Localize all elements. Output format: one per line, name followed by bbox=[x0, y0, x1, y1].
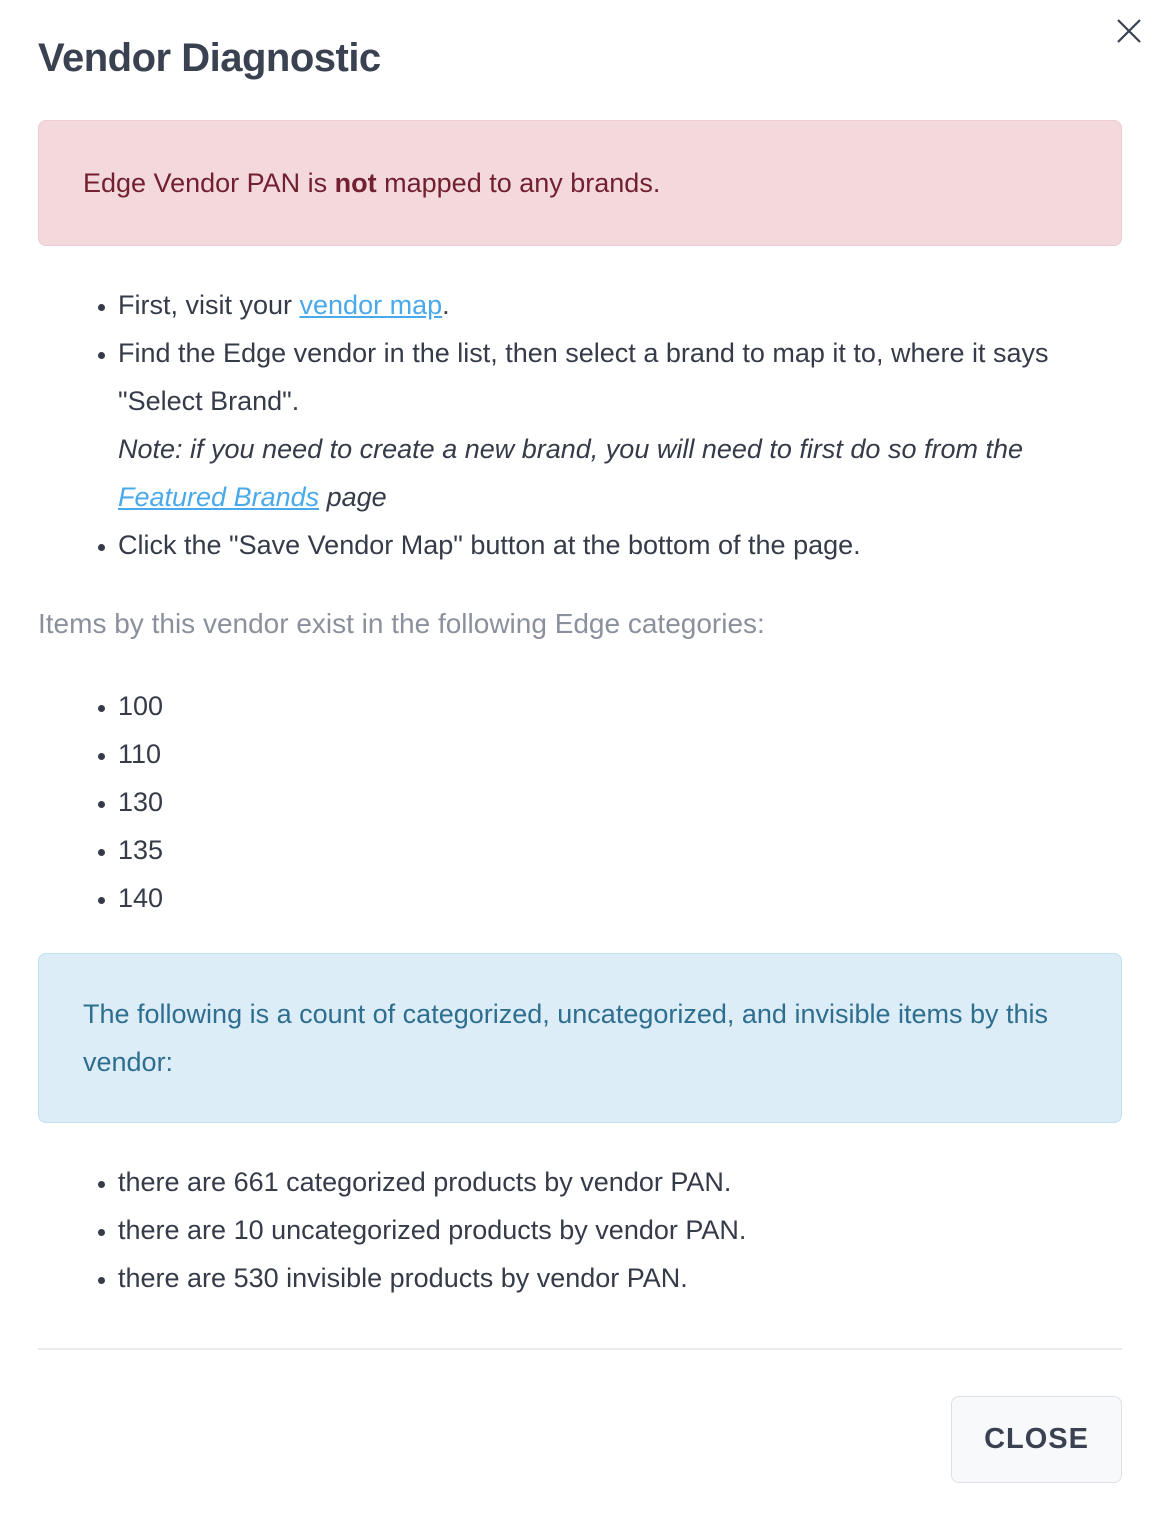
list-item: • 110 bbox=[118, 730, 1122, 778]
close-button[interactable]: CLOSE bbox=[951, 1396, 1122, 1483]
step1-period: . bbox=[442, 290, 450, 320]
list-item: • 130 bbox=[118, 778, 1122, 826]
info-box: The following is a count of categorized, uncategorized, and invisible items by this vendor: bbox=[38, 953, 1122, 1123]
list-item: • 140 bbox=[118, 874, 1122, 922]
error-alert-text-bold: not bbox=[334, 168, 377, 198]
categories-heading: Items by this vendor exist in the following Edge categories: bbox=[38, 608, 765, 639]
close-icon[interactable] bbox=[1110, 12, 1148, 50]
featured-brands-link[interactable]: Featured Brands bbox=[118, 482, 320, 512]
list-item: • 135 bbox=[118, 826, 1122, 874]
list-item bbox=[118, 329, 1122, 521]
step2-note bbox=[118, 425, 1122, 521]
categories-list bbox=[38, 682, 1122, 922]
error-alert-text-pre: Edge Vendor PAN is bbox=[83, 168, 335, 198]
step1-text: First, visit your bbox=[118, 290, 300, 320]
error-alert-text-suffix: mapped to any brands. bbox=[376, 168, 661, 198]
modal-footer bbox=[38, 1350, 1122, 1483]
step3-text: Click the "Save Vendor Map" button at the bottom of the page. bbox=[118, 530, 861, 560]
list-item bbox=[118, 281, 1122, 329]
instructions-list bbox=[38, 281, 1122, 569]
close-x-glyph bbox=[1113, 15, 1145, 47]
counts-list bbox=[38, 1158, 1122, 1302]
error-alert bbox=[38, 120, 1122, 246]
step2-note-post: page bbox=[319, 482, 387, 512]
list-item: • there are 10 uncategorized products by vendor PAN. bbox=[118, 1206, 1122, 1254]
vendor-map-link[interactable]: vendor map bbox=[299, 290, 443, 320]
step2-note-pre: Note: if you need to create a new brand, you will need to first do so from the bbox=[118, 434, 1024, 464]
page-title: Vendor Diagnostic bbox=[38, 36, 381, 80]
step2-text: Find the Edge vendor in the list, then select a brand to map it to, where it says "Select Brand". bbox=[118, 338, 1049, 416]
list-item: • there are 530 invisible products by vendor PAN. bbox=[118, 1254, 1122, 1302]
list-item bbox=[118, 521, 1122, 569]
list-item: • 100 bbox=[118, 682, 1122, 730]
list-item: • there are 661 categorized products by vendor PAN. bbox=[118, 1158, 1122, 1206]
